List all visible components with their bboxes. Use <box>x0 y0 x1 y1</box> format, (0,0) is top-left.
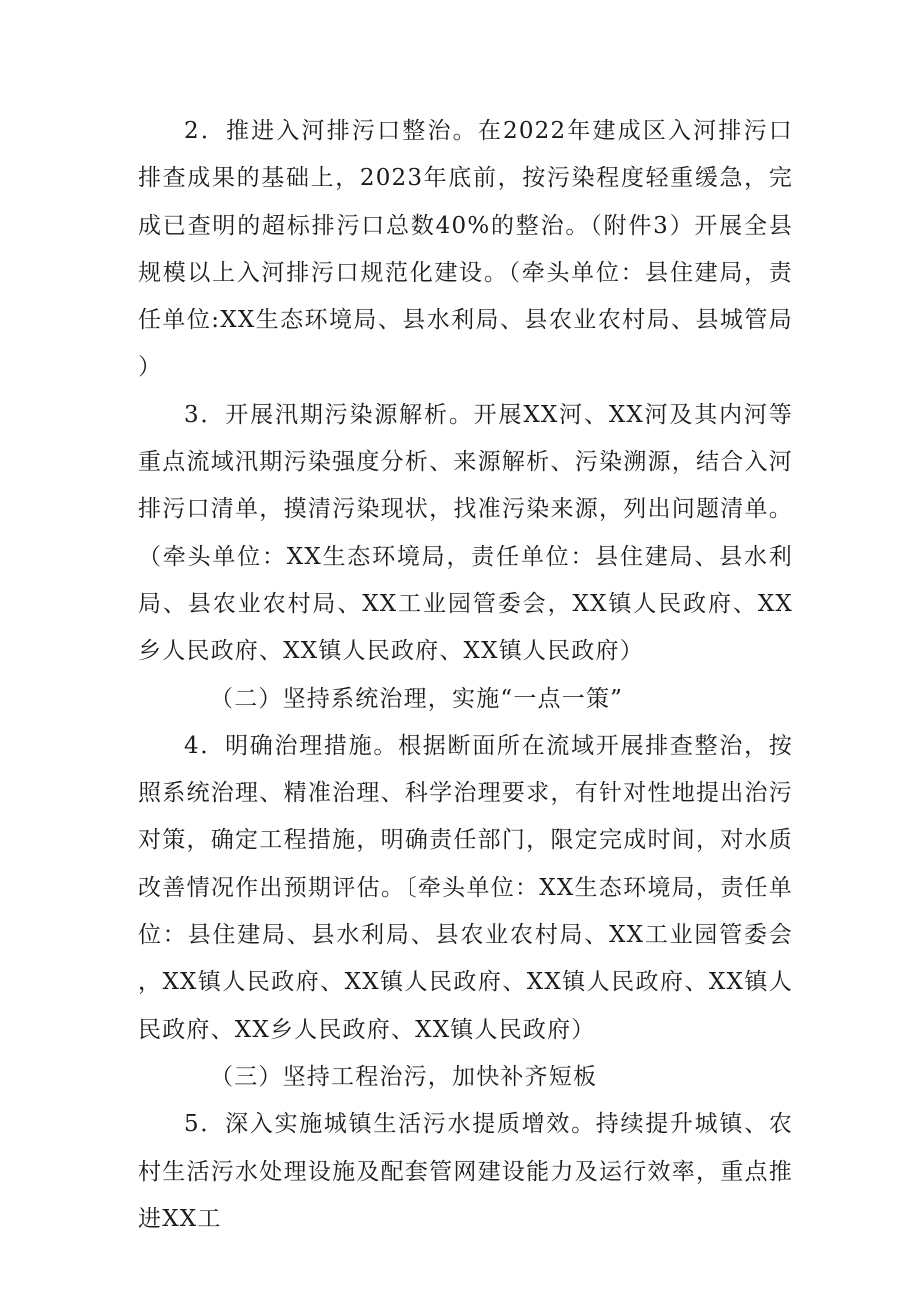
section-heading-3: （三）坚持工程治污，加快补齐短板 <box>210 1063 598 1090</box>
paragraph-item-2: 2．推进入河排污口整治。在2022年建成区入河排污口排查成果的基础上，2023年底前，按污染程度轻重缓急，完成已查明的超标排污口总数40%的整治。（附件3）开展全县规模以上入河排污口规范化建设。（牵头单位：县住建局，责任单位:XX生态环境局、县水利局、县农业农村局、县城管局） <box>138 118 793 381</box>
section-heading-2: （二）坚持系统治理，实施“一点一策” <box>210 685 624 712</box>
document-body <box>138 108 793 1243</box>
paragraph-item-4: 4．明确治理措施。根据断面所在流域开展排查整治，按照系统治理、精准治理、科学治理要求，有针对性地提出治污对策，确定工程措施，明确责任部门，限定完成时间，对水质改善情况作出预期评估。〔牵头单位：XX生态环境局，责任单位：县住建局、县水利局、县农业农村局、XX工业园管委会，XX镇人民政府、XX镇人民政府、XX镇人民政府、XX镇人民政府、XX乡人民政府、XX镇人民政府） <box>138 732 793 1043</box>
paragraph-item-3: 3．开展汛期污染源解析。开展XX河、XX河及其内河等重点流域汛期污染强度分析、来源解析、污染溯源，结合入河排污口清单，摸清污染现状，找准污染来源，列出问题清单。（牵头单位：XX生态环境局，责任单位：县住建局、县水利局、县农业农村局、XX工业园管委会，XX镇人民政府、XX乡人民政府、XX镇人民政府、XX镇人民政府） <box>138 401 793 665</box>
paragraph-item-5: 5．深入实施城镇生活污水提质增效。持续提升城镇、农村生活污水处理设施及配套管网建设能力及运行效率，重点推进XX工 <box>138 1111 793 1232</box>
